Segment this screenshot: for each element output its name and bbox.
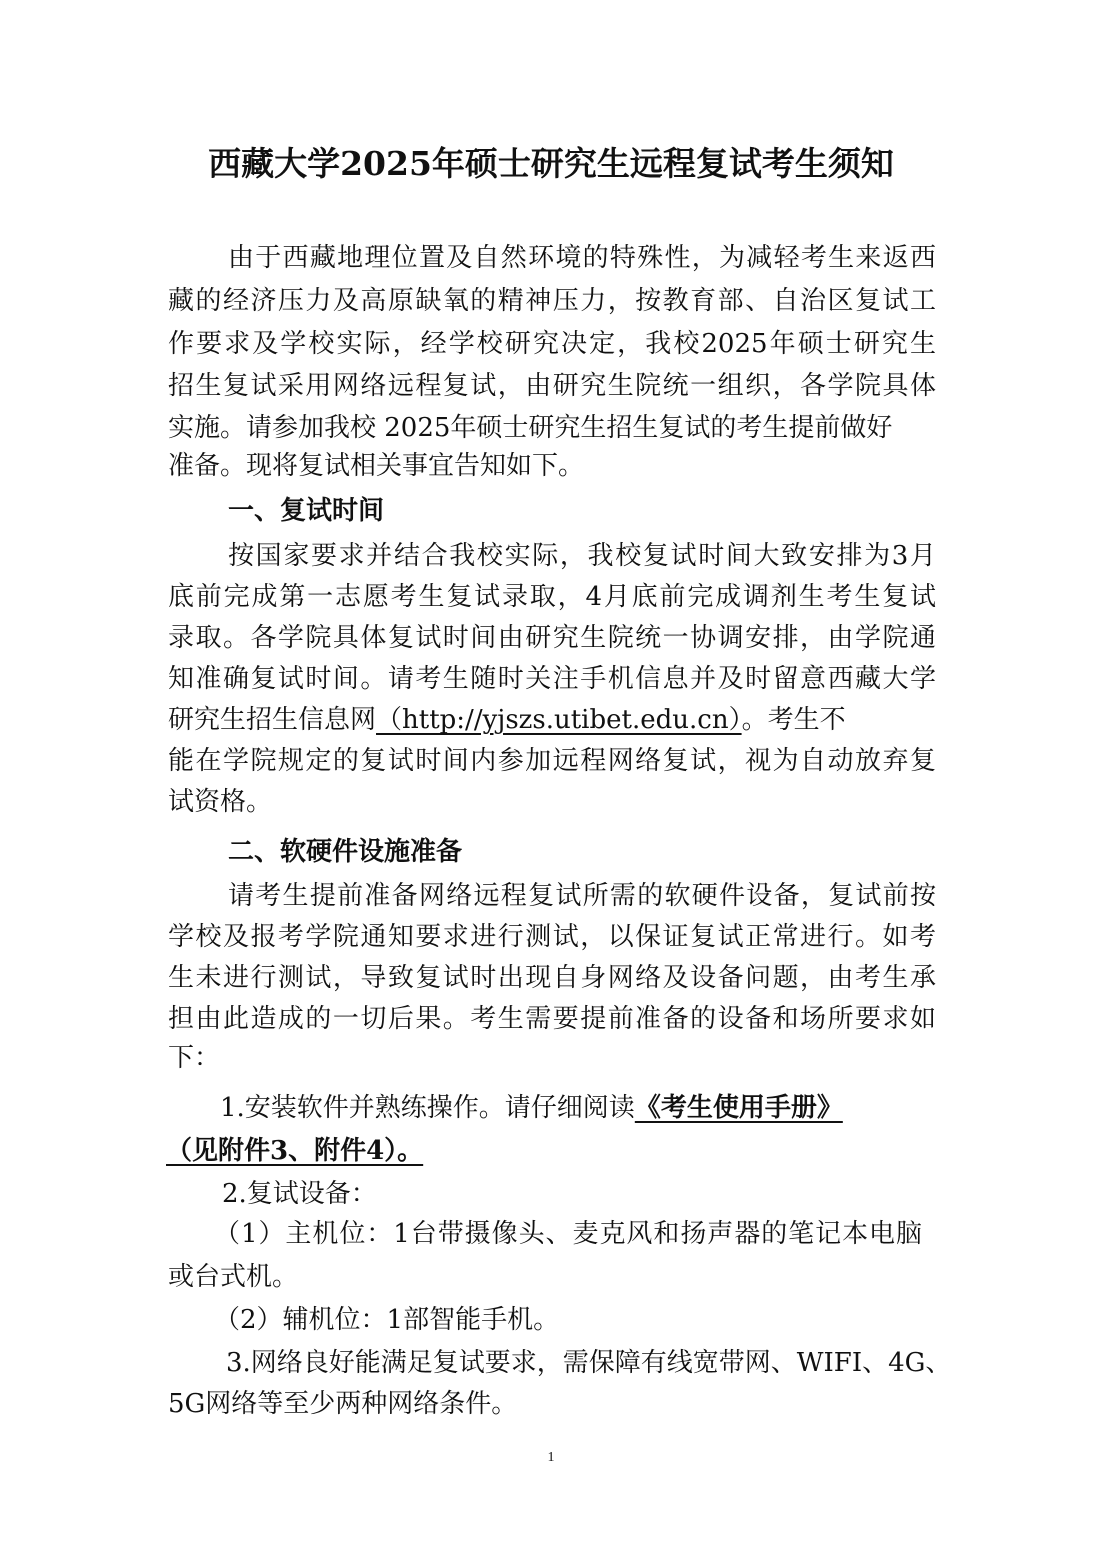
list-item: 2.复试设备： bbox=[222, 1179, 377, 1209]
intro-line: 准备。现将复试相关事宜告知如下。 bbox=[168, 451, 585, 481]
paragraph-line: 担由此造成的一切后果。考生需要提前准备的设备和场所要求如 bbox=[168, 1004, 936, 1034]
intro-line: 作要求及学校实际，经学校研究决定，我校2025年硕士研究生 bbox=[168, 329, 936, 359]
paragraph-line bbox=[168, 700, 846, 740]
attachment-reference-link[interactable]: （见附件3、附件4）。 bbox=[166, 1136, 424, 1166]
paragraph-text: 。考生不 bbox=[741, 705, 846, 735]
candidate-manual-link[interactable]: 《考生使用手册》 bbox=[634, 1093, 843, 1123]
intro-line: 由于西藏地理位置及自然环境的特殊性，为减轻考生来返西 bbox=[228, 243, 936, 273]
paragraph-line: 请考生提前准备网络远程复试所需的软硬件设备，复试前按 bbox=[228, 881, 936, 911]
paragraph-line: 试资格。 bbox=[168, 787, 273, 817]
intro-line: 招生复试采用网络远程复试，由研究生院统一组织，各学院具体 bbox=[168, 371, 936, 401]
sub-item-line: （2）辅机位：1部智能手机。 bbox=[214, 1305, 560, 1335]
paragraph-line: 生未进行测试，导致复试时出现自身网络及设备问题，由考生承 bbox=[168, 963, 936, 993]
section-heading: 一、复试时间 bbox=[228, 496, 385, 526]
paragraph-text: 研究生招生信息网 bbox=[168, 705, 377, 735]
page-number: 1 bbox=[547, 1450, 555, 1465]
paragraph-line: 知准确复试时间。请考生随时关注手机信息并及时留意西藏大学 bbox=[168, 664, 936, 694]
list-item-text: 1.安装软件并熟练操作。请仔细阅读 bbox=[220, 1093, 635, 1123]
paragraph-line: 下： bbox=[168, 1043, 221, 1073]
paragraph-line: 录取。各学院具体复试时间由研究生院统一协调安排，由学院通 bbox=[168, 623, 936, 653]
yjszs-website-link[interactable]: （http://yjszs.utibet.edu.cn） bbox=[376, 705, 742, 735]
intro-line: 实施。请参加我校 2025年硕士研究生招生复试的考生提前做好 bbox=[168, 413, 893, 443]
section-heading: 二、软硬件设施准备 bbox=[228, 837, 463, 867]
list-item: 3.网络良好能满足复试要求，需保障有线宽带网、WIFI、4G、 bbox=[226, 1348, 952, 1378]
paragraph-line: 学校及报考学院通知要求进行测试，以保证复试正常进行。如考 bbox=[168, 922, 936, 952]
list-item-continuation: 5G网络等至少两种网络条件。 bbox=[168, 1389, 518, 1419]
paragraph-line: 底前完成第一志愿考生复试录取，4月底前完成调剂生考生复试 bbox=[168, 582, 936, 612]
intro-line: 藏的经济压力及高原缺氧的精神压力，按教育部、自治区复试工 bbox=[168, 286, 936, 316]
paragraph-line: 能在学院规定的复试时间内参加远程网络复试，视为自动放弃复 bbox=[168, 746, 936, 776]
sub-item-line: 或台式机。 bbox=[168, 1262, 299, 1292]
sub-item-line: （1）主机位：1台带摄像头、麦克风和扬声器的笔记本电脑 bbox=[214, 1219, 922, 1249]
document-title: 西藏大学2025年硕士研究生远程复试考生须知 bbox=[208, 144, 894, 183]
list-item bbox=[220, 1088, 843, 1128]
paragraph-line: 按国家要求并结合我校实际，我校复试时间大致安排为3月 bbox=[228, 541, 936, 571]
